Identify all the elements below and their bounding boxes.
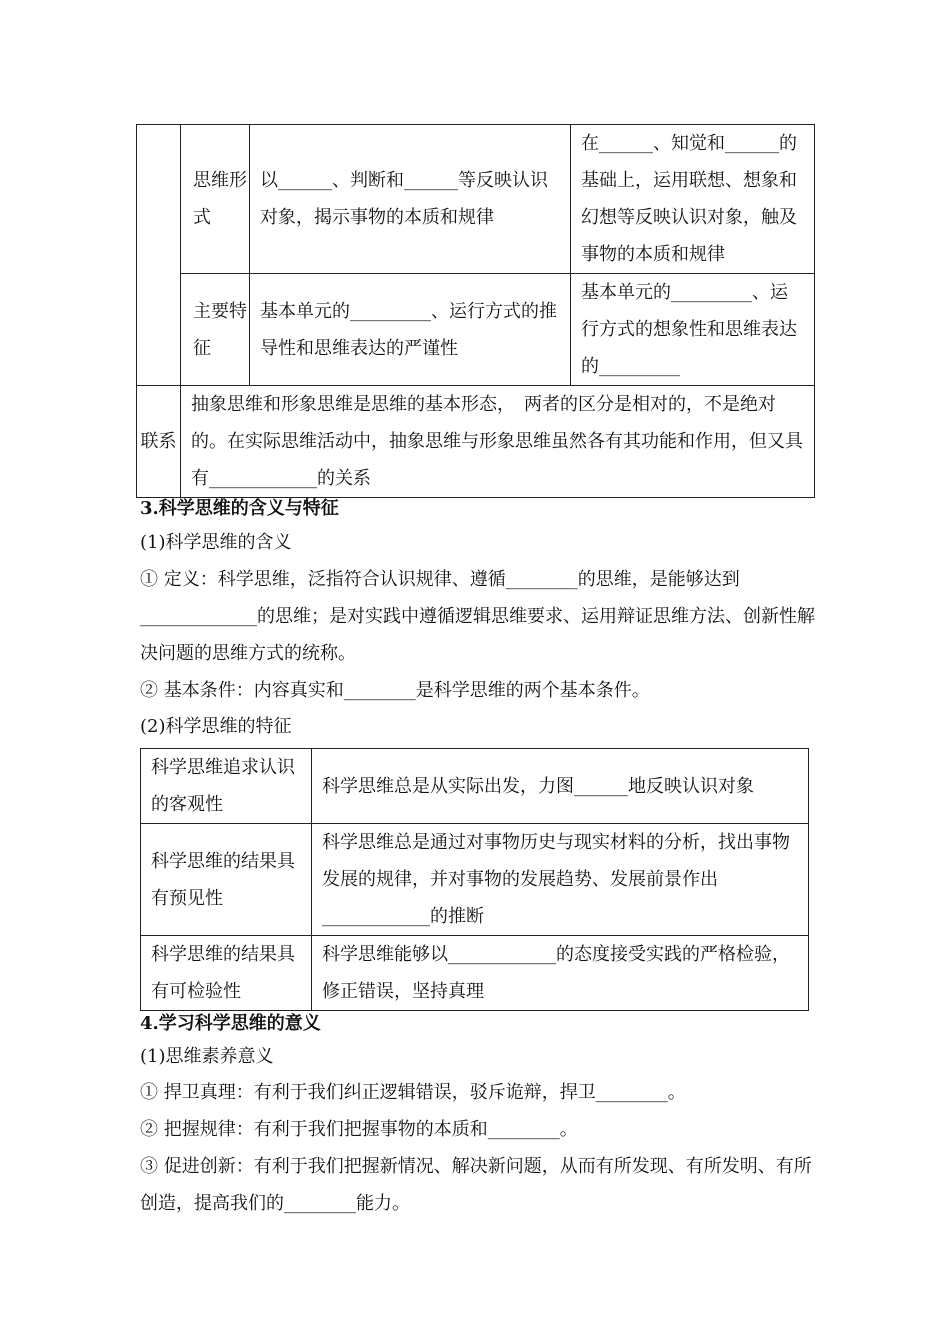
row-label-thinking-form: 思维形式 [181,125,250,274]
table-row [141,936,809,1011]
section4-heading: 4.学习科学思维的意义 [140,1013,321,1034]
table-blank-cell [137,125,181,386]
promote-innovation-line: ③ 促进创新：有利于我们把握新情况、解决新问题，从而有所发现、有所发明、有所创造，提高我们的________能力。 [140,1156,812,1214]
feature-label: 科学思维的结果具有预见性 [141,824,312,936]
feature-text: 科学思维总是从实际出发，力图______地反映认识对象 [312,749,809,824]
abstract-thinking-form: 以______、判断和______等反映认识对象，揭示事物的本质和规律 [250,125,571,274]
section3-sub1: (1)科学思维的含义 [140,532,292,553]
image-thinking-features: 基本单元的_________、运行方式的想象性和思维表达的_________ [571,274,815,386]
feature-label: 科学思维追求认识的客观性 [141,749,312,824]
connection-text: 抽象思维和形象思维是思维的基本形态， 两者的区分是相对的，不是绝对的。在实际思维活动中，抽象思维与形象思维虽然各有其功能和作用，但又具有____________的关系 [181,386,815,498]
table-row [141,749,809,824]
row-label-connection: 联系 [137,386,181,498]
defend-truth-line: ① 捍卫真理：有利于我们纠正逻辑错误，驳斥诡辩，捍卫________。 [140,1082,686,1103]
feature-text: 科学思维能够以____________的态度接受实践的严格检验，修正错误，坚持真理 [312,936,809,1011]
basic-conditions-line: ② 基本条件：内容真实和________是科学思维的两个基本条件。 [140,680,650,701]
definition-paragraph: ① 定义：科学思维，泛指符合认识规律、遵循________的思维，是能够达到_____________的思维；是对实践中遵循逻辑思维要求、运用辩证思维方法、创新性解决问题的思维方式的统称。 [140,569,815,664]
section3-heading: 3.科学思维的含义与特征 [140,498,339,519]
feature-text: 科学思维总是通过对事物历史与现实材料的分析，找出事物发展的规律，并对事物的发展趋势、发展前景作出____________的推断 [312,824,809,936]
row-label-main-features: 主要特征 [181,274,250,386]
grasp-rules-line: ② 把握规律：有利于我们把握事物的本质和________。 [140,1119,578,1140]
section3-sub2: (2)科学思维的特征 [140,716,292,737]
section4-sub1: (1)思维素养意义 [140,1046,274,1067]
abstract-thinking-features: 基本单元的_________、运行方式的推导性和思维表达的严谨性 [250,274,571,386]
features-table [140,748,809,1011]
image-thinking-form: 在______、知觉和______的基础上，运用联想、想象和幻想等反映认识对象，触及事物的本质和规律 [571,125,815,274]
table-row [141,824,809,936]
feature-label: 科学思维的结果具有可检验性 [141,936,312,1011]
thinking-comparison-table [136,124,815,498]
